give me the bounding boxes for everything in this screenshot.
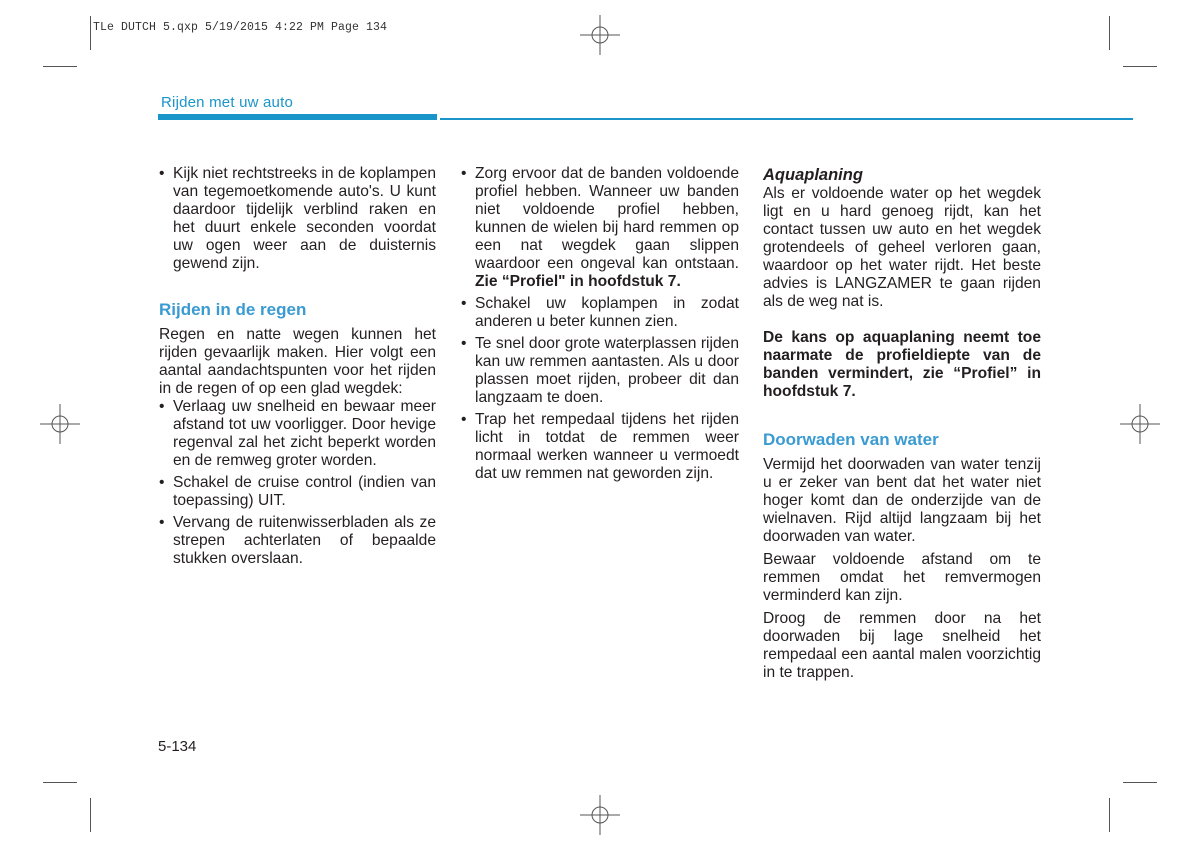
header-rule-thick <box>158 114 437 120</box>
list-item-text: Zorg ervoor dat de banden voldoende profiel hebben. Wanneer uw banden niet voldoende profiel hebben, kunnen de wielen bij hard remmen op een nat wegdek gaan slippen waardoor een ongeval kan ontstaan. <box>475 165 739 272</box>
page-number: 5-134 <box>158 738 197 755</box>
paragraph: Regen en natte wegen kunnen het rijden gevaarlijk maken. Hier volgt een aantal aandachtspunten voor het rijden in de regen of op een glad wegdek: <box>159 326 436 397</box>
crop-mark-top-right-horizontal <box>1123 66 1157 67</box>
column-2 <box>461 165 739 483</box>
cross-reference: Zie “Profiel" in hoofdstuk 7. <box>475 273 681 290</box>
crop-mark-top-left-horizontal <box>43 66 77 67</box>
crop-mark-top-right-vertical <box>1109 16 1110 50</box>
registration-mark-icon <box>580 15 620 55</box>
bold-note: De kans op aquaplaning neemt toe naarmate de profieldiepte van de banden vermindert, zie “Profiel” in hoofdstuk 7. <box>763 329 1041 400</box>
registration-mark-icon <box>580 795 620 835</box>
paragraph: Vermijd het doorwaden van water tenzij u er zeker van bent dat het water niet hoger komt dan de onderzijde van de wielnaven. Rijd altijd langzaam bij het doorwaden van water. <box>763 456 1041 545</box>
list-item: • Schakel uw koplampen in zodat anderen u beter kunnen zien. <box>461 295 739 331</box>
list-item <box>461 165 739 291</box>
paragraph: Bewaar voldoende afstand om te remmen omdat het remvermogen verminderd kan zijn. <box>763 551 1041 604</box>
registration-mark-icon <box>1120 404 1160 444</box>
crop-mark-bottom-right-horizontal <box>1123 782 1157 783</box>
list-item: • Verlaag uw snelheid en bewaar meer afstand tot uw voorligger. Door hevige regenval zal het zicht beperkt worden en de remweg groter worden. <box>159 398 436 470</box>
paragraph: Als er voldoende water op het wegdek ligt en u hard genoeg rijdt, kan het contact tussen uw auto en het wegdek grotendeels of geheel verloren gaan, waardoor op het water rijdt. Het beste advies is LANGZAMER te gaan rijden als de weg nat is. <box>763 185 1041 310</box>
crop-mark-bottom-left-vertical <box>90 798 91 832</box>
bullet-list <box>461 165 739 483</box>
crop-mark-bottom-left-horizontal <box>43 782 77 783</box>
list-item: • Vervang de ruitenwisserbladen als ze strepen achterlaten of bepaalde stukken overslaan. <box>159 514 436 568</box>
header-rule-thin <box>440 118 1133 120</box>
paragraph: Droog de remmen door na het doorwaden bij lage snelheid het rempedaal een aantal malen voorzichtig in te trappen. <box>763 610 1041 681</box>
bullet-list <box>159 165 436 273</box>
list-item: • Schakel de cruise control (indien van toepassing) UIT. <box>159 474 436 510</box>
list-item: • Trap het rempedaal tijdens het rijden licht in totdat de remmen weer normaal werken wanneer u vermoedt dat uw remmen nat geworden zijn. <box>461 411 739 483</box>
print-slug: TLe DUTCH 5.qxp 5/19/2015 4:22 PM Page 134 <box>93 21 388 34</box>
column-1 <box>159 165 436 568</box>
section-title: Rijden met uw auto <box>161 94 294 111</box>
list-item: • Te snel door grote waterplassen rijden kan uw remmen aantasten. Als u door plassen moet rijden, probeer dit dan langzaam te doen. <box>461 335 739 407</box>
registration-mark-icon <box>40 404 80 444</box>
bullet-list <box>159 398 436 568</box>
subsection-heading: Aquaplaning <box>763 166 863 184</box>
crop-mark-top-left-vertical <box>90 16 91 50</box>
section-heading: Rijden in de regen <box>159 300 307 319</box>
crop-mark-bottom-right-vertical <box>1109 798 1110 832</box>
section-heading: Doorwaden van water <box>763 430 939 449</box>
column-3 <box>763 165 1041 682</box>
list-item: • Kijk niet rechtstreeks in de koplampen van tegemoetkomende auto's. U kunt daardoor tijdelijk verblind raken en het duurt enkele seconden voordat uw ogen weer aan de duisternis gewend zijn. <box>159 165 436 273</box>
